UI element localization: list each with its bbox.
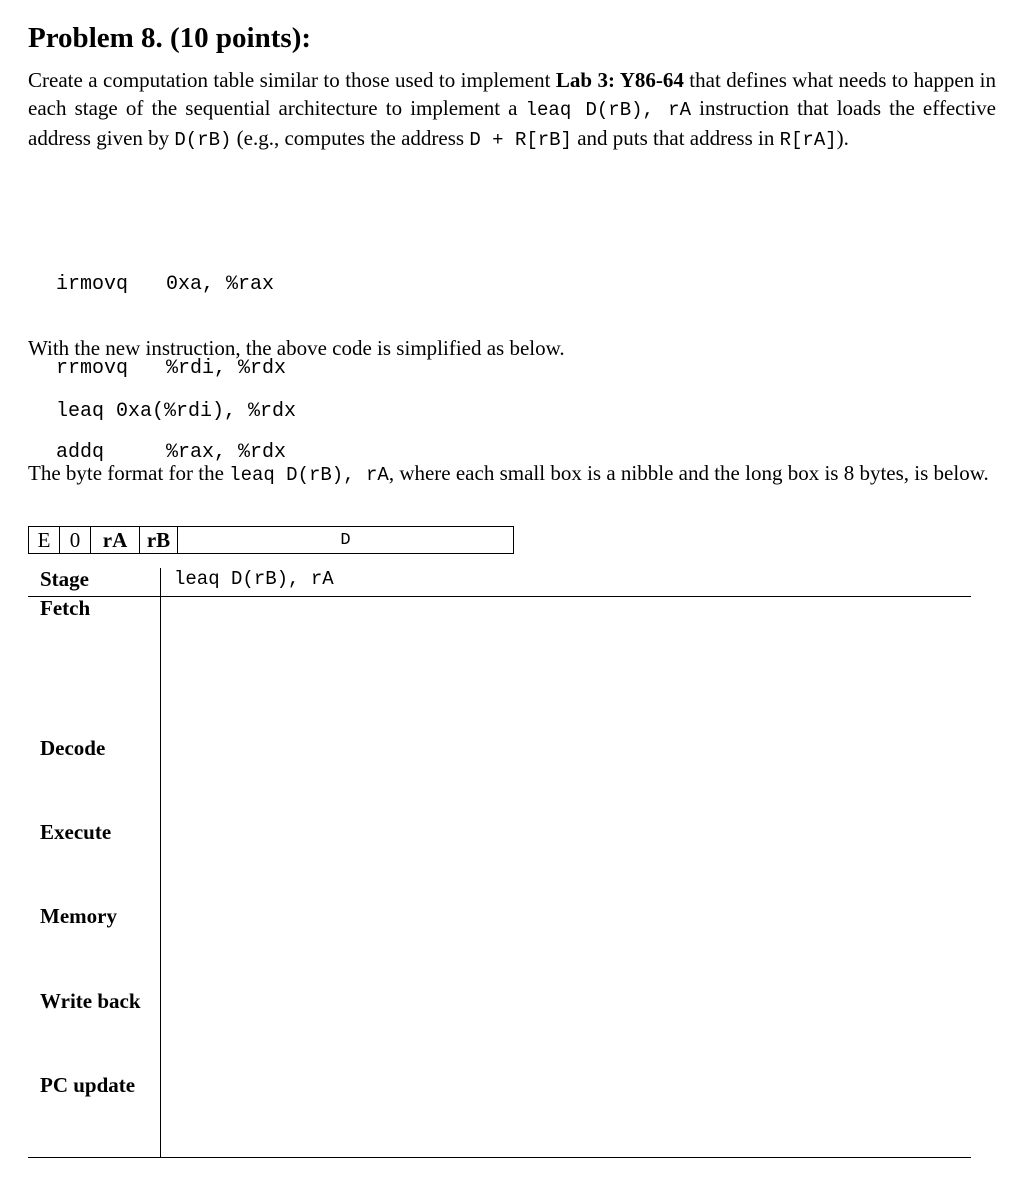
code-line xyxy=(56,271,286,299)
intro-text: instruction that loads the effective address given by xyxy=(28,96,996,150)
nibble-ifun: 0 xyxy=(60,527,91,553)
code-opcode: rrmovq xyxy=(56,357,129,380)
instruction-syntax: leaq D(rB), rA xyxy=(525,99,691,121)
simplified-code: leaq 0xa(%rdi), %rdx xyxy=(56,400,297,423)
intro-text: (e.g., computes the address xyxy=(231,126,470,150)
instruction-column-header: leaq D(rB), rA xyxy=(174,568,334,590)
table-header-rule xyxy=(28,596,971,597)
code-args: %rax, %rdx xyxy=(166,441,287,464)
problem-description xyxy=(28,66,996,154)
nibble-icode: E xyxy=(29,527,60,553)
problem-title: Problem 8. (10 points): xyxy=(28,22,312,54)
code-opcode: irmovq xyxy=(56,273,129,296)
stage-fetch: Fetch xyxy=(40,596,91,620)
stage-memory: Memory xyxy=(40,904,117,928)
stage-column-header: Stage xyxy=(40,567,89,591)
intro-text: ). xyxy=(836,126,849,150)
effective-address: D(rB) xyxy=(174,129,232,151)
lab-reference: Lab 3: Y86-64 xyxy=(555,68,684,92)
intro-text: Create a computation table similar to those used to implement xyxy=(28,68,556,92)
stage-execute: Execute xyxy=(40,820,112,844)
byte-format-description xyxy=(28,459,996,489)
code-opcode: addq xyxy=(56,441,105,464)
stage-pc-update: PC update xyxy=(40,1073,136,1097)
stage-write-back: Write back xyxy=(40,989,141,1013)
stage-decode: Decode xyxy=(40,736,106,760)
byte-format-text: The byte format for the xyxy=(28,461,230,485)
nibble-ra: rA xyxy=(91,527,140,553)
simplified-intro: With the new instruction, the above code is simplified as below. xyxy=(28,336,565,360)
byte-format-text: , where each small box is a nibble and the long box is 8 bytes, is below. xyxy=(388,461,989,485)
code-args: 0xa, %rax xyxy=(166,273,275,296)
address-expression: D + R[rB] xyxy=(469,129,572,151)
table-bottom-rule xyxy=(28,1157,971,1158)
table-column-divider xyxy=(160,568,161,1158)
displacement-field: D xyxy=(340,530,351,550)
byte-format-diagram xyxy=(28,526,514,554)
intro-text: and puts that address in xyxy=(571,126,780,150)
intro-text: that defines what needs to happen in each stage of the sequential architecture to implement a xyxy=(28,68,996,120)
instruction-syntax: leaq D(rB), rA xyxy=(229,464,389,486)
nibble-rb: rB xyxy=(140,527,178,553)
code-args: %rdi, %rdx xyxy=(166,357,287,380)
destination-register: R[rA] xyxy=(779,129,837,151)
